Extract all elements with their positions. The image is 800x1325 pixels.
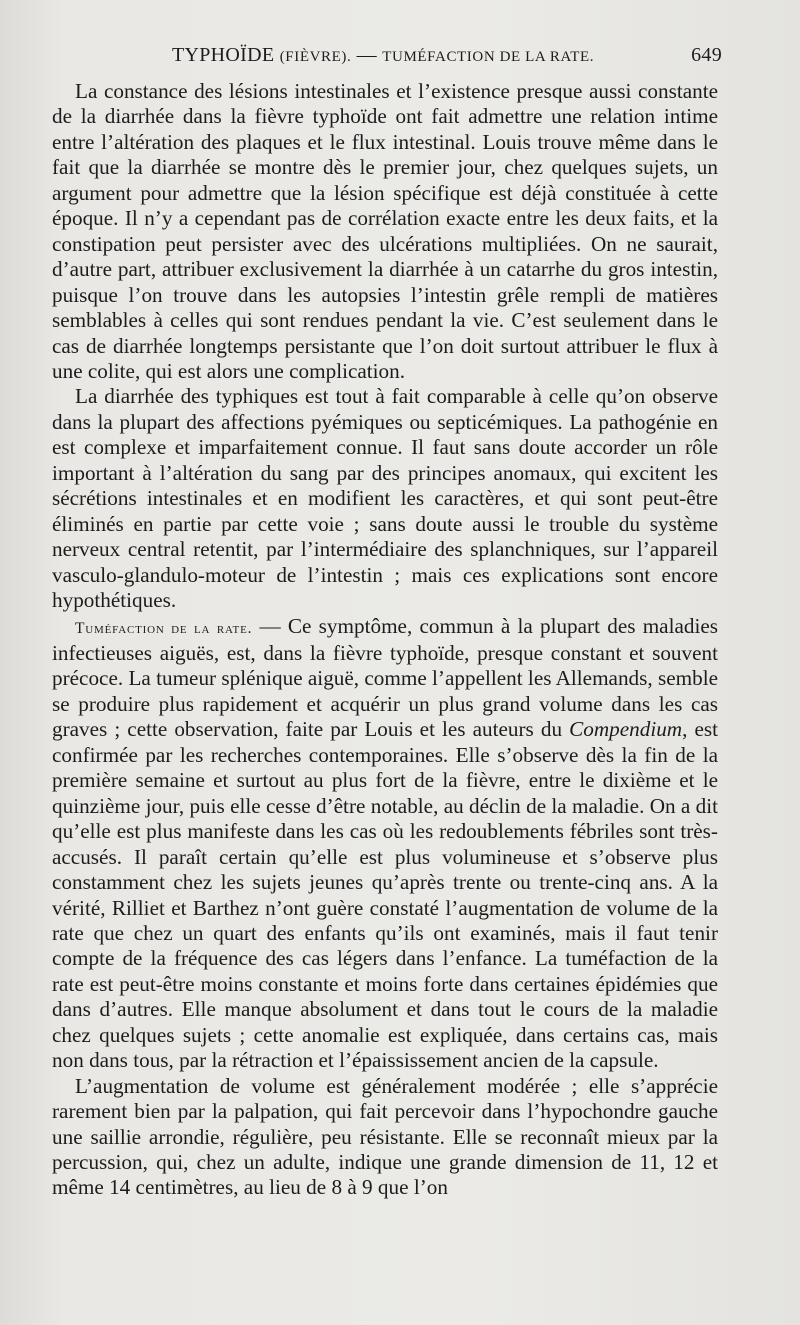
italic-title-compendium: Compendium bbox=[569, 717, 683, 742]
paragraph-text-part: — Ce symptôme, commun à la plupart des maladies infectieuses aiguës, est, dans la fièvre typhoïde, presque constant et souvent précoce. La tumeur splénique aiguë, comme l’appellent les Allemands, semble se produire plus rapidement et acquérir un plus grand volume dans les cas graves ; cette observation, faite par Louis et les auteurs du bbox=[52, 613, 718, 742]
page-body bbox=[52, 79, 718, 1201]
paragraph-text-part: , est confirmée par les recherches contemporaines. Elle s’observe dès la fin de la première semaine et surtout au plus fort de la fièvre, entre le dixième et le quinzième jour, puis elle cesse d’être notable, au déclin de la maladie. On a dit qu’elle est plus manifeste dans les cas où les redoublements fébriles sont très-accusés. Il paraît certain qu’elle est plus volumineuse et s’observe plus constamment chez les sujets jeunes qu’après trente ou trente-cinq ans. A la vérité, Rilliet et Barthez n’ont guère constaté l’augmentation de volume de la rate que chez un quart des enfants qu’ils ont examinés, mais il faut tenir compte de la fréquence des cas légers dans l’enfance. La tuméfaction de la rate est peut-être moins constante et moins forte dans certaines épidémies que dans d’autres. Elle manque absolument et dans tout le cours de la maladie chez quelques sujets ; cette anomalie est expliquée, dans certains cas, mais non dans tous, par la rétraction et l’épaississement ancien de la capsule. bbox=[52, 717, 718, 1073]
page-number: 649 bbox=[691, 44, 722, 66]
running-title bbox=[172, 44, 594, 67]
paragraph-diarrhea-lesions: La constance des lésions intestinales et l’existence presque aussi constante de la diarrhée dans la fièvre typhoïde ont fait admettre une relation intime entre l’altération des plaques et le flux intestinal. Louis trouve même dans le fait que la diarrhée se montre dès le premier jour, chez quelques sujets, un argument pour admettre que la lésion spécifique est déjà constituée à cette époque. Il n’y a cependant pas de corrélation exacte entre les deux faits, et la constipation peut persister avec des ulcérations multipliées. On ne saurait, d’autre part, attribuer exclusivement la diarrhée à un catarrhe du gros intestin, puisque l’on trouve dans les autopsies l’intestin grêle rempli de matières semblables à celles qui sont rendues pendant la vie. C’est seulement dans le cas de diarrhée longtemps persistante que l’on doit surtout attribuer le flux à une colite, qui est alors une complication. bbox=[52, 79, 718, 383]
running-title-main: TYPHOÏDE bbox=[172, 44, 275, 66]
section-heading-spleen: Tuméfaction de la rate. bbox=[75, 619, 253, 637]
paragraph-diarrhea-pathogenesis: La diarrhée des typhiques est tout à fait comparable à celle qu’on observe dans la plupart des affections pyémiques ou septicémiques. La pathogénie en est complexe et imparfaitement connue. Il faut sans doute accorder un rôle important à l’altération du sang par des principes anomaux, qui excitent les sécrétions intestinales et en modifient les caractères, et qui sont peut-être éliminés en partie par cette voie ; sans doute aussi le trouble du système nerveux central retentit, par l’intermédiaire des splanchniques, sur l’appareil vasculo-glandulo-moteur de l’intestin ; mais ces explications sont encore hypothétiques. bbox=[52, 384, 718, 613]
running-title-dash: — bbox=[356, 44, 377, 66]
paragraph-spleen-swelling bbox=[52, 614, 718, 1074]
paragraph-spleen-volume: L’augmentation de volume est généralement modérée ; elle s’apprécie rarement bien par la palpation, qui fait percevoir dans l’hypochondre gauche une saillie arrondie, régulière, peu résistante. Elle se reconnaît mieux par la percussion, qui, chez un adulte, indique une grande dimension de 11, 12 et même 14 centimètres, au lieu de 8 à 9 que l’on bbox=[52, 1073, 718, 1200]
running-title-section: TUMÉFACTION DE LA RATE. bbox=[382, 49, 595, 65]
running-title-paren: (FIÈVRE). bbox=[279, 49, 352, 65]
running-header bbox=[52, 44, 722, 72]
